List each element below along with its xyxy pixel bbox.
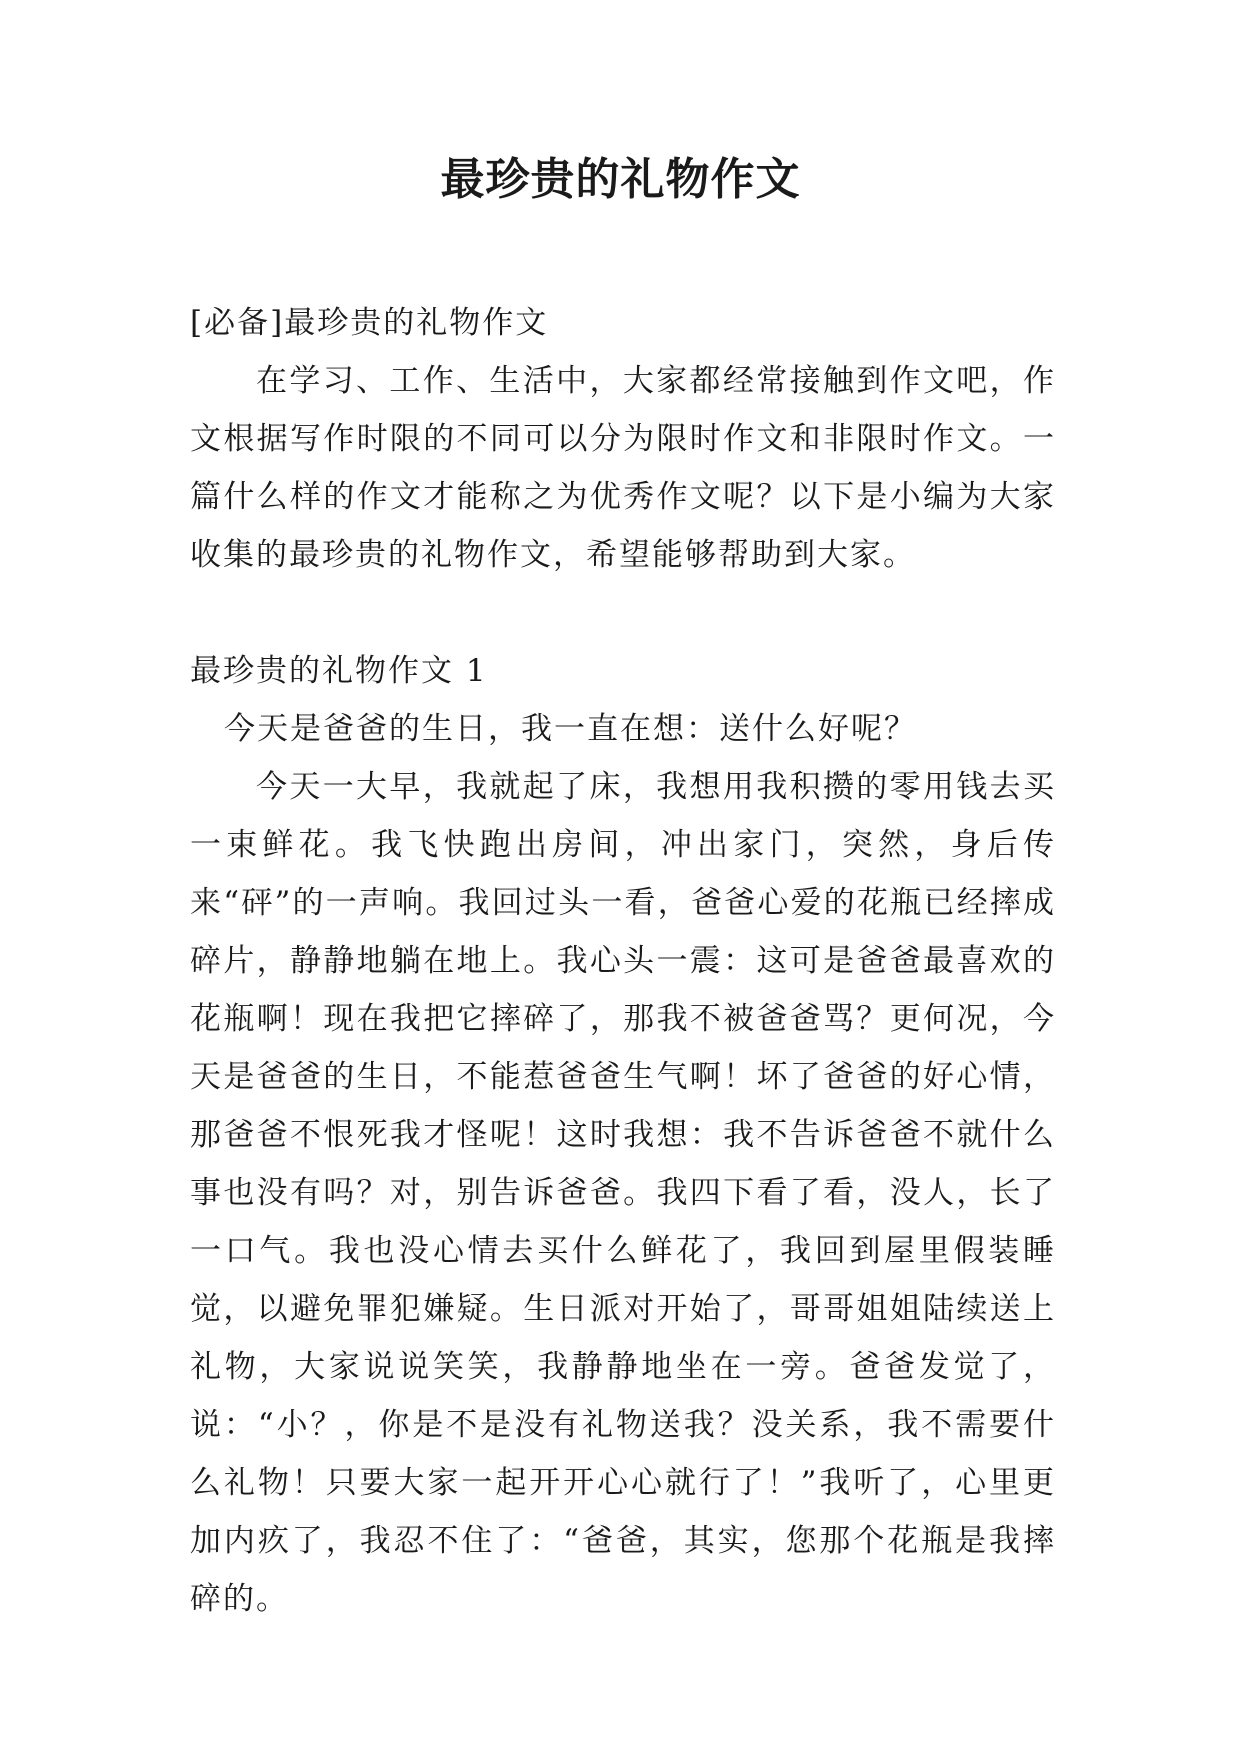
section-heading: 最珍贵的礼物作文 1 bbox=[190, 653, 488, 689]
story-paragraph-1: 今天是爸爸的生日，我一直在想：送什么好呢？ bbox=[224, 711, 917, 747]
document-title: 最珍贵的礼物作文 bbox=[440, 154, 801, 205]
intro-paragraph: 在学习、工作、生活中，大家都经常接触到作文吧，作文根据写作时限的不同可以分为限时作文和非限时作文。一篇什么样的作文才能称之为优秀作文呢？以下是小编为大家收集的最珍贵的礼物作文，希望能够帮助到大家。 bbox=[190, 363, 1056, 573]
document-body bbox=[190, 294, 1056, 1628]
document-subtitle: [必备]最珍贵的礼物作文 bbox=[190, 305, 549, 341]
story-paragraph-2: 今天一大早，我就起了床，我想用我积攒的零用钱去买一束鲜花。我飞快跑出房间，冲出家门，突然，身后传来“砰”的一声响。我回过头一看，爸爸心爱的花瓶已经摔成碎片，静静地躺在地上。我心头一震：这可是爸爸最喜欢的花瓶啊！现在我把它摔碎了，那我不被爸爸骂？更何况，今天是爸爸的生日，不能惹爸爸生气啊！坏了爸爸的好心情，那爸爸不恨死我才怪呢！这时我想：我不告诉爸爸不就什么事也没有吗？对，别告诉爸爸。我四下看了看，没人，长了一口气。我也没心情去买什么鲜花了，我回到屋里假装睡觉，以避免罪犯嫌疑。生日派对开始了，哥哥姐姐陆续送上礼物，大家说说笑笑，我静静地坐在一旁。爸爸发觉了，说：“小？，你是不是没有礼物送我？没关系，我不需要什么礼物！只要大家一起开开心心就行了！”我听了，心里更加内疚了，我忍不住了：“爸爸，其实，您那个花瓶是我摔碎的。 bbox=[190, 769, 1056, 1617]
paragraph-gap bbox=[190, 584, 1056, 642]
